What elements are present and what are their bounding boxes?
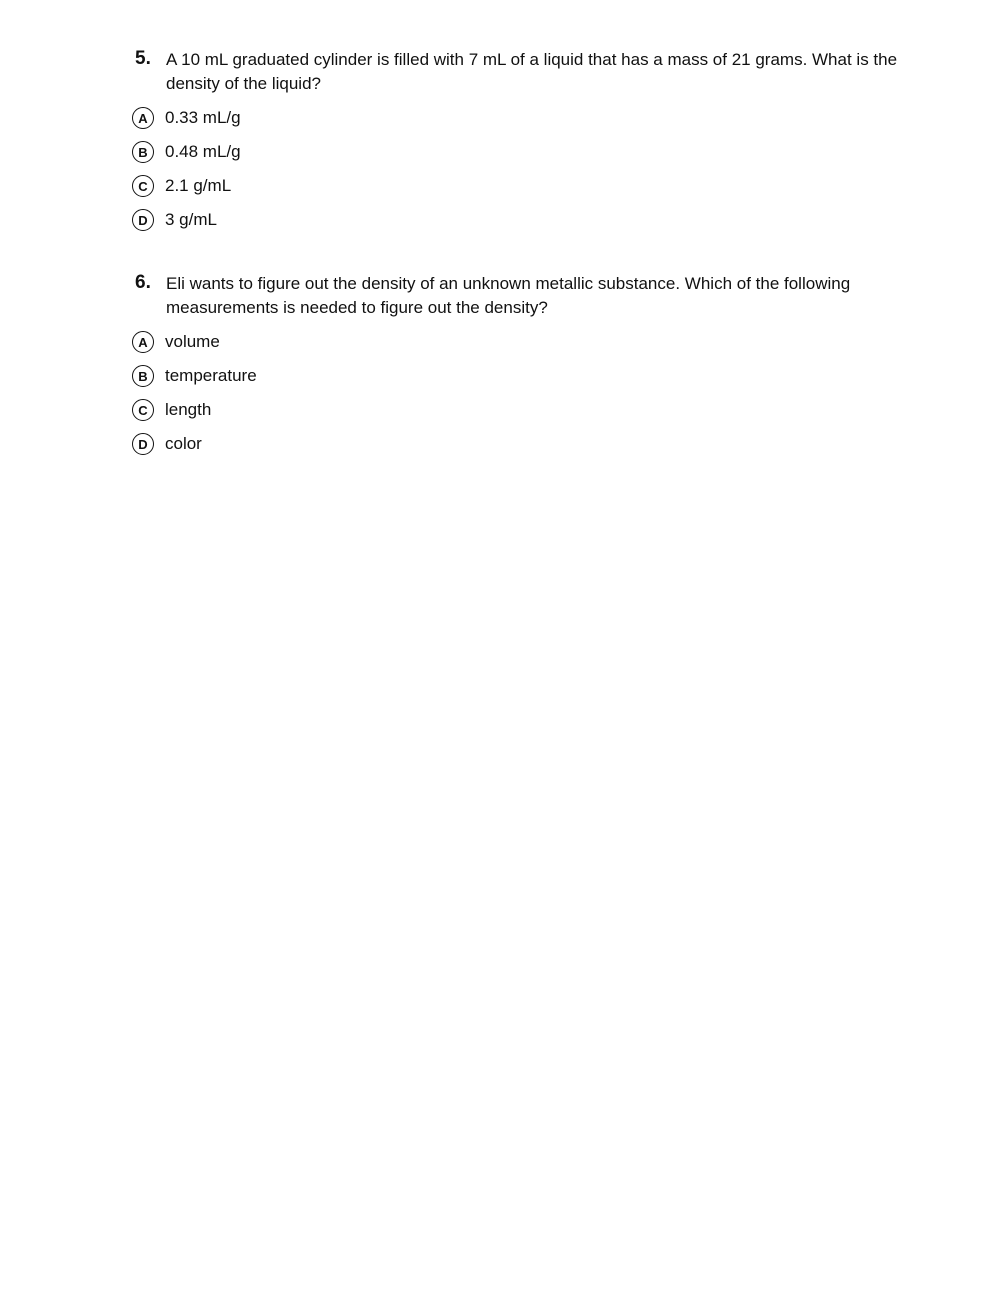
choice-text: temperature: [165, 366, 257, 385]
answer-choices: [130, 101, 900, 237]
choice-bubble-icon[interactable]: D: [132, 433, 154, 455]
choice-a[interactable]: [130, 325, 900, 359]
choice-text: 0.33 mL/g: [165, 108, 241, 127]
choice-d[interactable]: [130, 203, 900, 237]
choice-text: 2.1 g/mL: [165, 176, 232, 195]
choice-b[interactable]: [130, 359, 900, 393]
question-prompt: [130, 272, 900, 320]
choice-a[interactable]: [130, 101, 900, 135]
choice-bubble-icon[interactable]: B: [132, 141, 154, 163]
choice-bubble-icon[interactable]: B: [132, 365, 154, 387]
question-text: A 10 mL graduated cylinder is filled with 7 mL of a liquid that has a mass of 21 grams. What is the density of the liquid?: [166, 50, 898, 93]
question-5: [130, 48, 900, 237]
choice-c[interactable]: [130, 393, 900, 427]
choice-bubble-icon[interactable]: A: [132, 107, 154, 129]
answer-choices: [130, 325, 900, 461]
question-text: Eli wants to figure out the density of an unknown metallic substance. Which of the following measurements is needed to figure out the density?: [166, 274, 851, 317]
choice-b[interactable]: [130, 135, 900, 169]
choice-bubble-icon[interactable]: D: [132, 209, 154, 231]
question-6: [130, 272, 900, 461]
choice-text: color: [165, 434, 202, 453]
choice-text: 0.48 mL/g: [165, 142, 241, 161]
choice-text: volume: [165, 332, 220, 351]
choice-bubble-icon[interactable]: A: [132, 331, 154, 353]
question-prompt: [130, 48, 900, 96]
choice-text: length: [165, 400, 212, 419]
choice-d[interactable]: [130, 427, 900, 461]
question-number: 6.: [135, 272, 151, 293]
choice-c[interactable]: [130, 169, 900, 203]
choice-bubble-icon[interactable]: C: [132, 175, 154, 197]
question-number: 5.: [135, 48, 151, 69]
choice-text: 3 g/mL: [165, 210, 217, 229]
choice-bubble-icon[interactable]: C: [132, 399, 154, 421]
